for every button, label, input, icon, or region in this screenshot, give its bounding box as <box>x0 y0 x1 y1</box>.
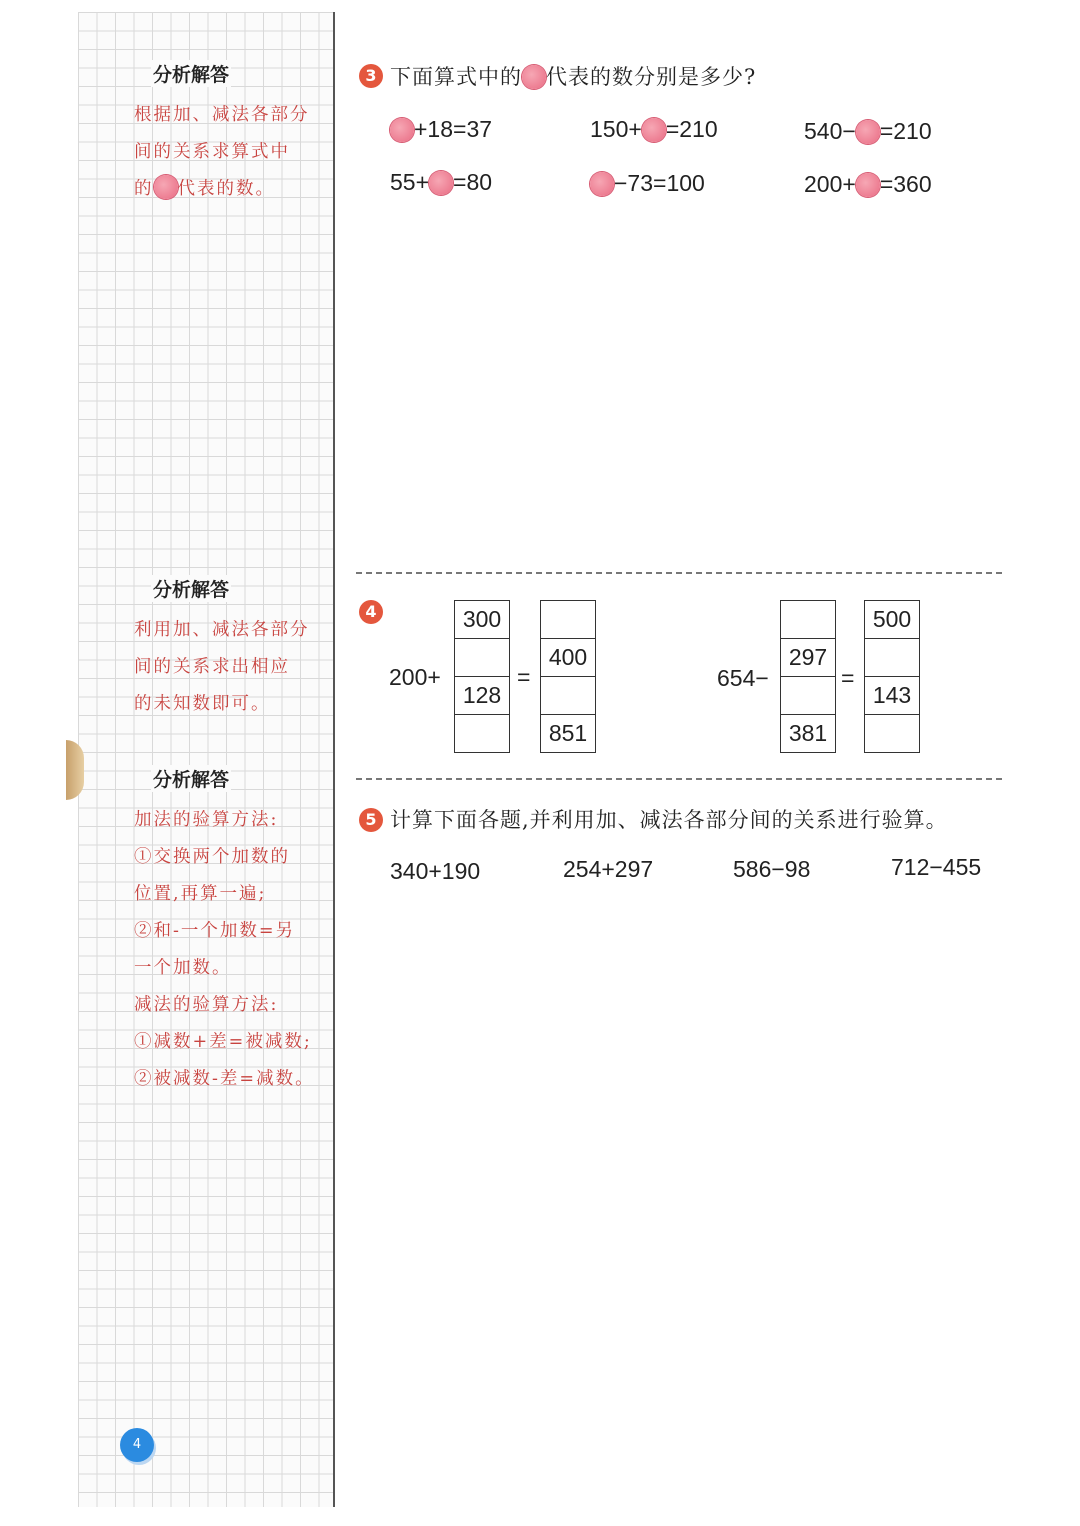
vertical-sum-column <box>540 600 596 753</box>
analysis-block-1 <box>134 60 324 208</box>
pink-flower-icon <box>590 172 614 196</box>
analysis-block-3 <box>134 765 324 1098</box>
calc-problem: 586−98 <box>733 856 811 882</box>
stack-cell[interactable] <box>781 601 835 639</box>
calc-problem: 712−455 <box>891 854 982 880</box>
pink-flower-icon <box>642 118 666 142</box>
vertical-addition-column <box>454 600 510 753</box>
dashed-separator <box>356 778 1002 780</box>
stack-cell[interactable] <box>865 639 919 677</box>
pink-flower-icon <box>154 175 178 199</box>
pink-flower-icon <box>856 173 880 197</box>
analysis-text: 根据加、减法各部分 间的关系求算式中 的 代表的数。 <box>134 105 310 199</box>
question-number-5: 5 <box>359 808 383 832</box>
pink-flower-icon <box>522 65 546 89</box>
calc-problem: 254+297 <box>563 856 654 882</box>
stack-prefix: 200+ <box>389 664 441 690</box>
question-number-4: 4 <box>359 600 383 624</box>
equation: −73=100 <box>590 170 705 197</box>
equation: 540− =210 <box>804 118 932 144</box>
equation: +18=37 <box>390 116 492 143</box>
analysis-title: 分析解答 <box>151 60 231 87</box>
equation: 150+ =210 <box>590 116 718 142</box>
analysis-text: 利用加、减法各部分 间的关系求出相应 的未知数即可。 <box>134 620 310 714</box>
stack-prefix: 654− <box>717 665 769 691</box>
stack-cell: 381 <box>788 720 828 746</box>
vertical-subtraction-column <box>780 600 836 753</box>
column-divider <box>333 12 335 1507</box>
analysis-title: 分析解答 <box>151 765 231 792</box>
equation: 55+ =80 <box>390 169 493 195</box>
stack-cell[interactable] <box>455 715 509 752</box>
notes-grid-column <box>78 12 333 1507</box>
stack-cell: 300 <box>455 601 509 639</box>
pink-flower-icon <box>390 118 414 142</box>
stack-cell: 500 <box>865 601 919 639</box>
analysis-title: 分析解答 <box>151 575 231 602</box>
equals-sign: = <box>841 665 855 691</box>
analysis-text: 加法的验算方法: ①交换两个加数的 位置,再算一遍; ②和-一个加数=另 一个加数。 减法的验算方法: ①减数+差=被减数; ②被减数-差=减数。 <box>134 810 315 1089</box>
equals-sign: = <box>517 664 531 690</box>
pink-flower-icon <box>856 120 880 144</box>
question-number-3: 3 <box>359 64 383 88</box>
question-3-prompt: 下面算式中的 代表的数分别是多少? <box>390 65 757 89</box>
stack-cell: 851 <box>548 720 588 746</box>
stack-cell[interactable] <box>541 677 595 715</box>
question-5-prompt: 计算下面各题,并利用加、减法各部分间的关系进行验算。 <box>390 808 948 832</box>
stack-cell: 297 <box>781 639 835 677</box>
vertical-difference-column <box>864 600 920 753</box>
dashed-separator <box>356 572 1002 574</box>
stack-cell[interactable] <box>865 715 919 752</box>
stack-cell: 143 <box>865 677 919 715</box>
equation: 200+ =360 <box>804 171 932 197</box>
stack-cell[interactable] <box>781 677 835 715</box>
stack-cell[interactable] <box>455 639 509 677</box>
stack-cell: 128 <box>455 677 509 715</box>
page-edge-tab <box>66 740 84 800</box>
stack-cell: 400 <box>541 639 595 677</box>
analysis-block-2 <box>134 575 324 723</box>
pink-flower-icon <box>429 171 453 195</box>
stack-cell[interactable] <box>541 601 595 639</box>
page-number-badge: 4 <box>120 1428 154 1462</box>
calc-problem: 340+190 <box>390 858 481 884</box>
